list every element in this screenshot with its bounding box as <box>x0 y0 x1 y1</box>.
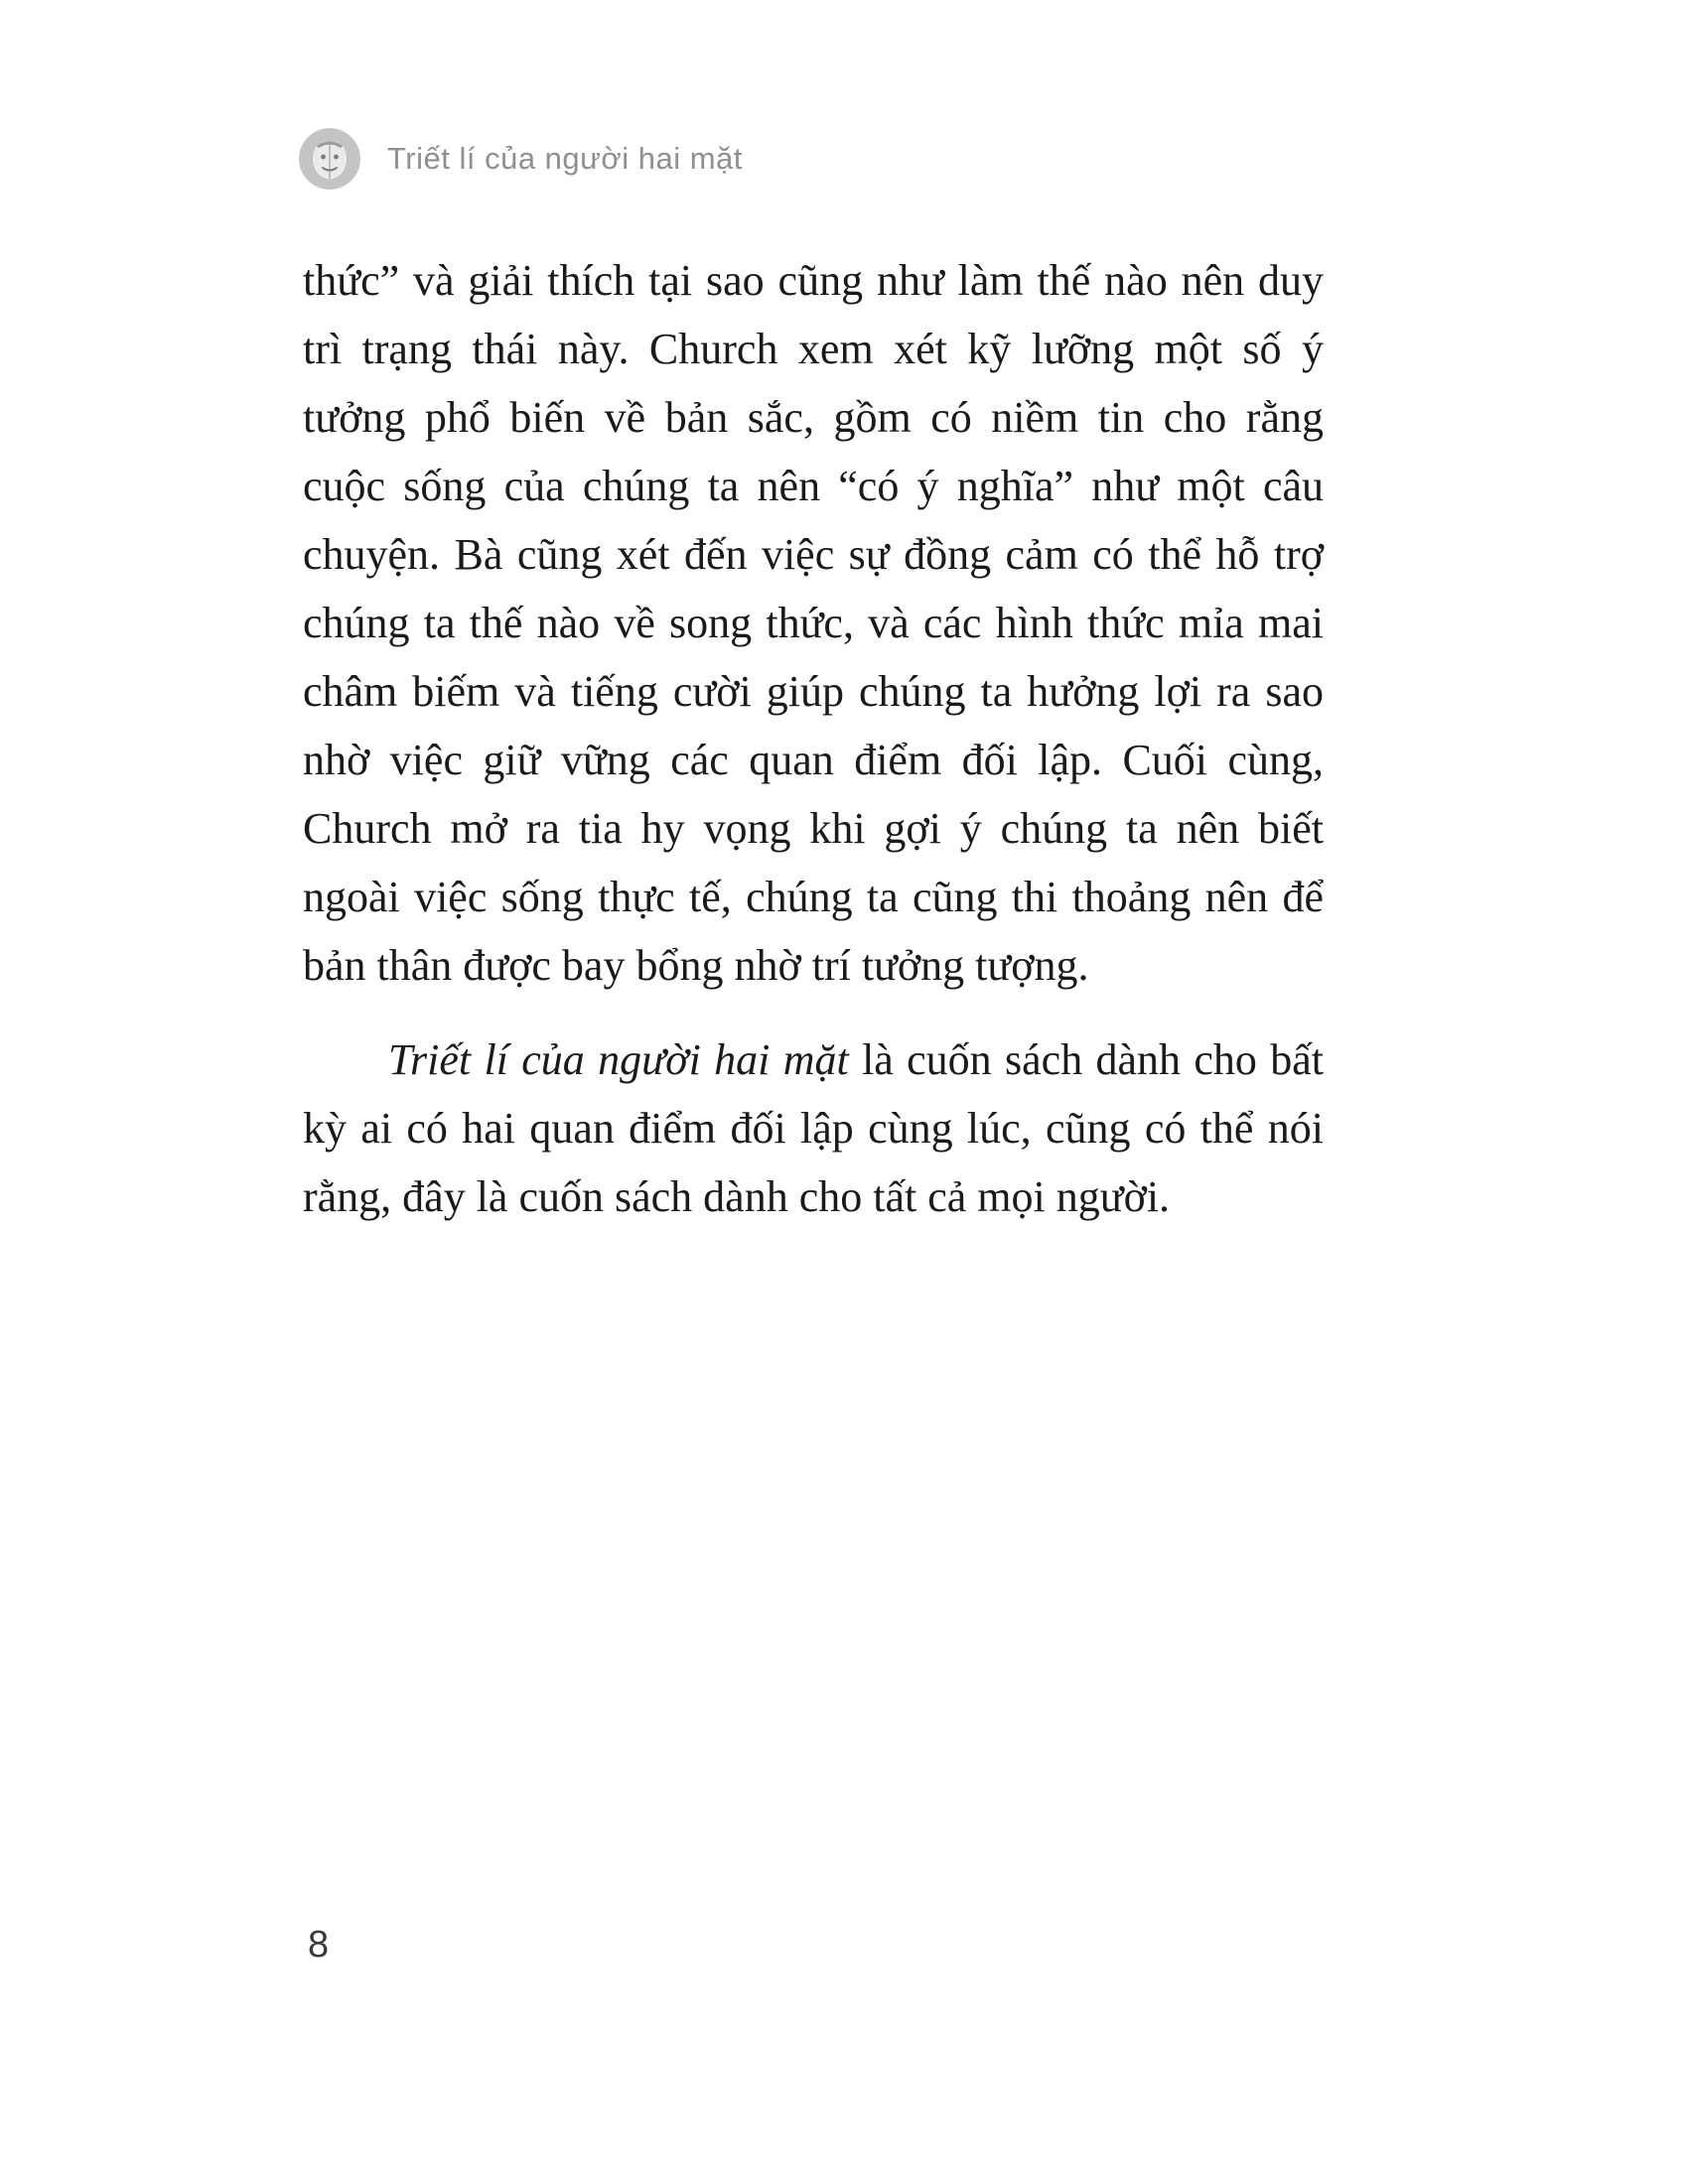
running-head-title: Triết lí của người hai mặt <box>387 141 743 176</box>
book-title-italic: Triết lí của người hai mặt <box>388 1035 863 1084</box>
page-number: 8 <box>308 1924 330 1966</box>
two-face-head-icon <box>298 127 361 191</box>
paragraph-2 <box>303 1025 1324 1231</box>
page-header <box>298 127 743 191</box>
paragraph-2-text: là cuốn sách dành cho bất kỳ ai có hai quan điểm đối lập cùng lúc, cũng có thể nói rằng, đây là cuốn sách dành cho tất cả mọi người. <box>303 1035 1325 1221</box>
paragraph-1: thức” và giải thích tại sao cũng như làm thế nào nên duy trì trạng thái này. Church xem xét kỹ lưỡng một số ý tưởng phổ biến về bản sắc, gồm có niềm tin cho rằng cuộc sống của chúng ta nên “có ý nghĩa” như một câu chuyện. Bà cũng xét đến việc sự đồng cảm có thể hỗ trợ chúng ta thế nào về song thức, và các hình thức mỉa mai châm biếm và tiếng cười giúp chúng ta hưởng lợi ra sao nhờ việc giữ vững các quan điểm đối lập. Cuối cùng, Church mở ra tia hy vọng khi gợi ý chúng ta nên biết ngoài việc sống thực tế, chúng ta cũng thi thoảng nên để bản thân được bay bổng nhờ trí tưởng tượng. <box>303 256 1324 990</box>
body-text-block <box>303 246 1324 1231</box>
